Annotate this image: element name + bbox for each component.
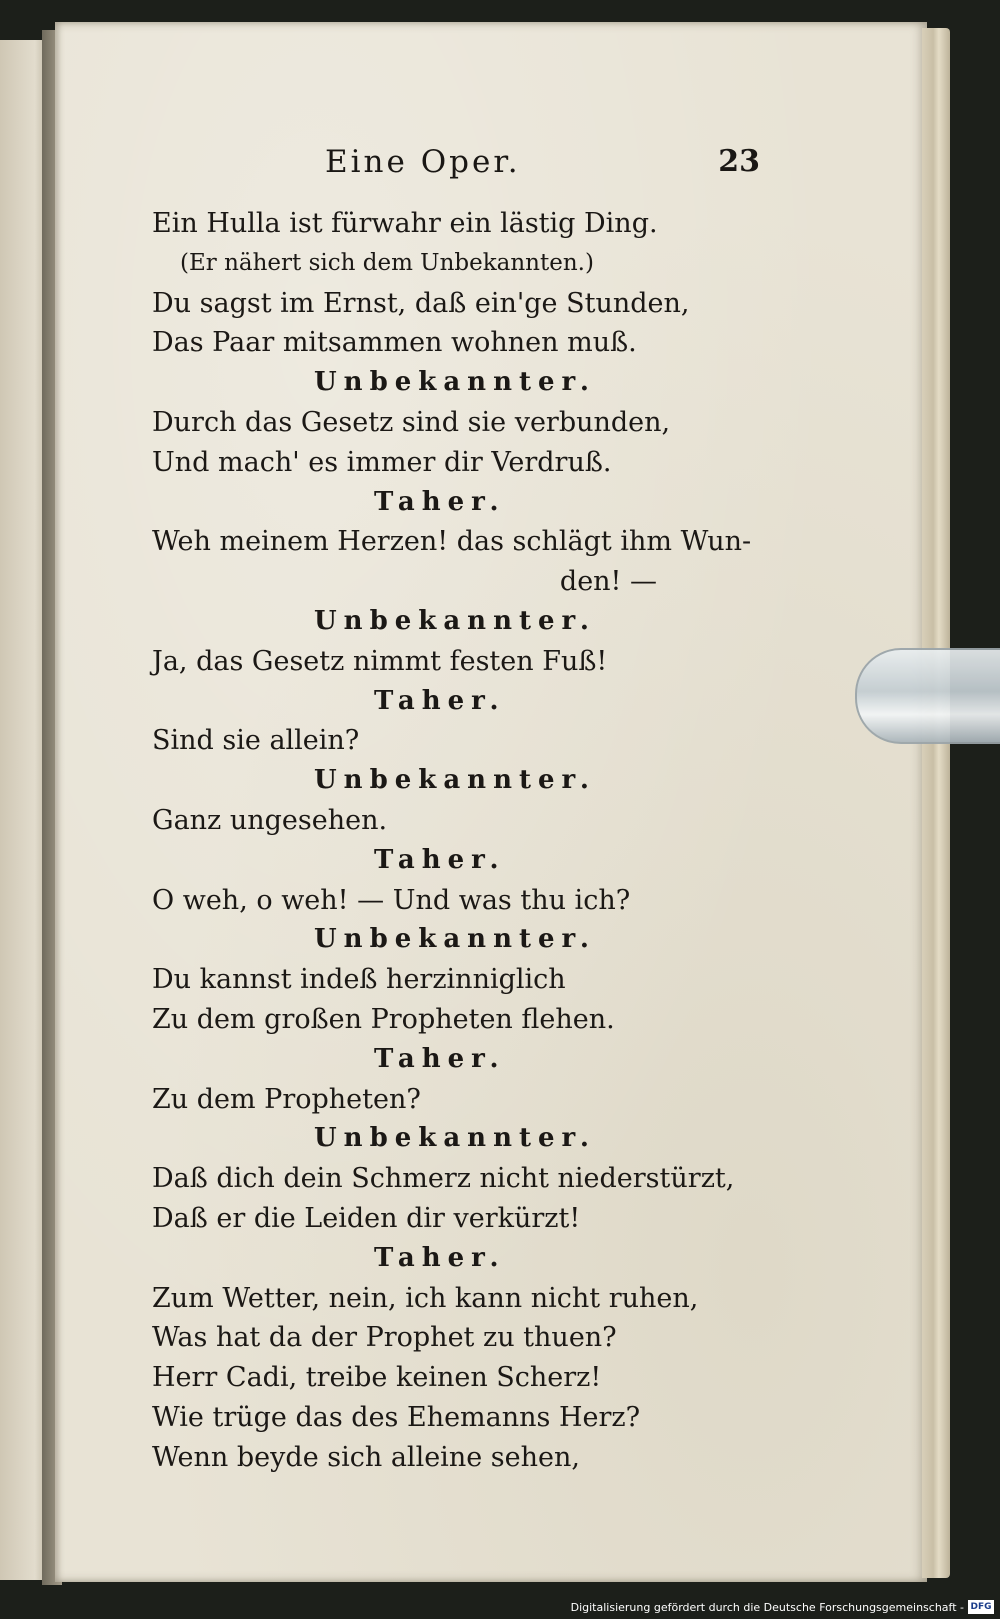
- speaker-name: Unbekannter.: [314, 1123, 596, 1154]
- verse-line: Zu dem großen Propheten flehen.: [152, 1003, 615, 1035]
- verse-line: O weh, o weh! — Und was thu ich?: [152, 884, 631, 916]
- verse-line: Das Paar mitsammen wohnen muß.: [152, 327, 637, 359]
- footer-credit: Digitalisierung gefördert durch die Deutsche Forschungsgemeinschaft -: [570, 1600, 964, 1614]
- verse-line: Durch das Gesetz sind sie verbunden,: [152, 406, 671, 438]
- verse-line: Weh meinem Herzen! das schlägt ihm Wun-: [152, 526, 752, 558]
- speaker-name: Taher.: [374, 486, 506, 517]
- stage-direction: (Er nähert sich dem Unbekannten.): [180, 249, 594, 276]
- speaker-name: Unbekannter.: [314, 765, 596, 796]
- verse-line: Ja, das Gesetz nimmt festen Fuß!: [152, 645, 608, 677]
- verse-line: Du kannst indeß herzinniglich: [152, 964, 566, 996]
- speaker-name: Taher.: [374, 1242, 506, 1273]
- verse-line: Ein Hulla ist fürwahr ein lästig Ding.: [152, 208, 658, 239]
- running-title: Eine Oper.: [325, 144, 521, 180]
- verse-line: Daß dich dein Schmerz nicht niederstürzt,: [152, 1163, 735, 1195]
- libretto-text: [152, 204, 772, 1478]
- speaker-name: Taher.: [374, 685, 506, 716]
- page-header: [150, 144, 760, 186]
- verse-line: Zu dem Propheten?: [152, 1083, 421, 1115]
- digitization-footer: [571, 1597, 994, 1617]
- speaker-name: Taher.: [374, 844, 506, 875]
- page-number: 23: [718, 144, 760, 179]
- verse-line: Was hat da der Prophet zu thuen?: [152, 1322, 617, 1354]
- verse-line: Du sagst im Ernst, daß ein'ge Stunden,: [152, 287, 690, 319]
- speaker-name: Unbekannter.: [314, 924, 596, 955]
- verse-line: Wie trüge das des Ehemanns Herz?: [152, 1401, 641, 1433]
- dfg-logo: DFG: [968, 1600, 994, 1614]
- verse-line: den! —: [559, 566, 657, 598]
- verse-line: Und mach' es immer dir Verdruß.: [152, 446, 612, 478]
- verse-line: Zum Wetter, nein, ich kann nicht ruhen,: [152, 1282, 699, 1314]
- page-clip: [855, 648, 1000, 744]
- speaker-name: Taher.: [374, 1043, 506, 1074]
- verse-line: Herr Cadi, treibe keinen Scherz!: [152, 1362, 602, 1394]
- verse-line: Wenn beyde sich alleine sehen,: [152, 1441, 580, 1473]
- verse-line: Sind sie allein?: [152, 725, 360, 757]
- verse-line: Ganz ungesehen.: [152, 804, 388, 836]
- verse-line: Daß er die Leiden dir verkürzt!: [152, 1202, 581, 1234]
- speaker-name: Unbekannter.: [314, 367, 596, 398]
- speaker-name: Unbekannter.: [314, 605, 596, 636]
- page-fore-edge: [922, 28, 950, 1578]
